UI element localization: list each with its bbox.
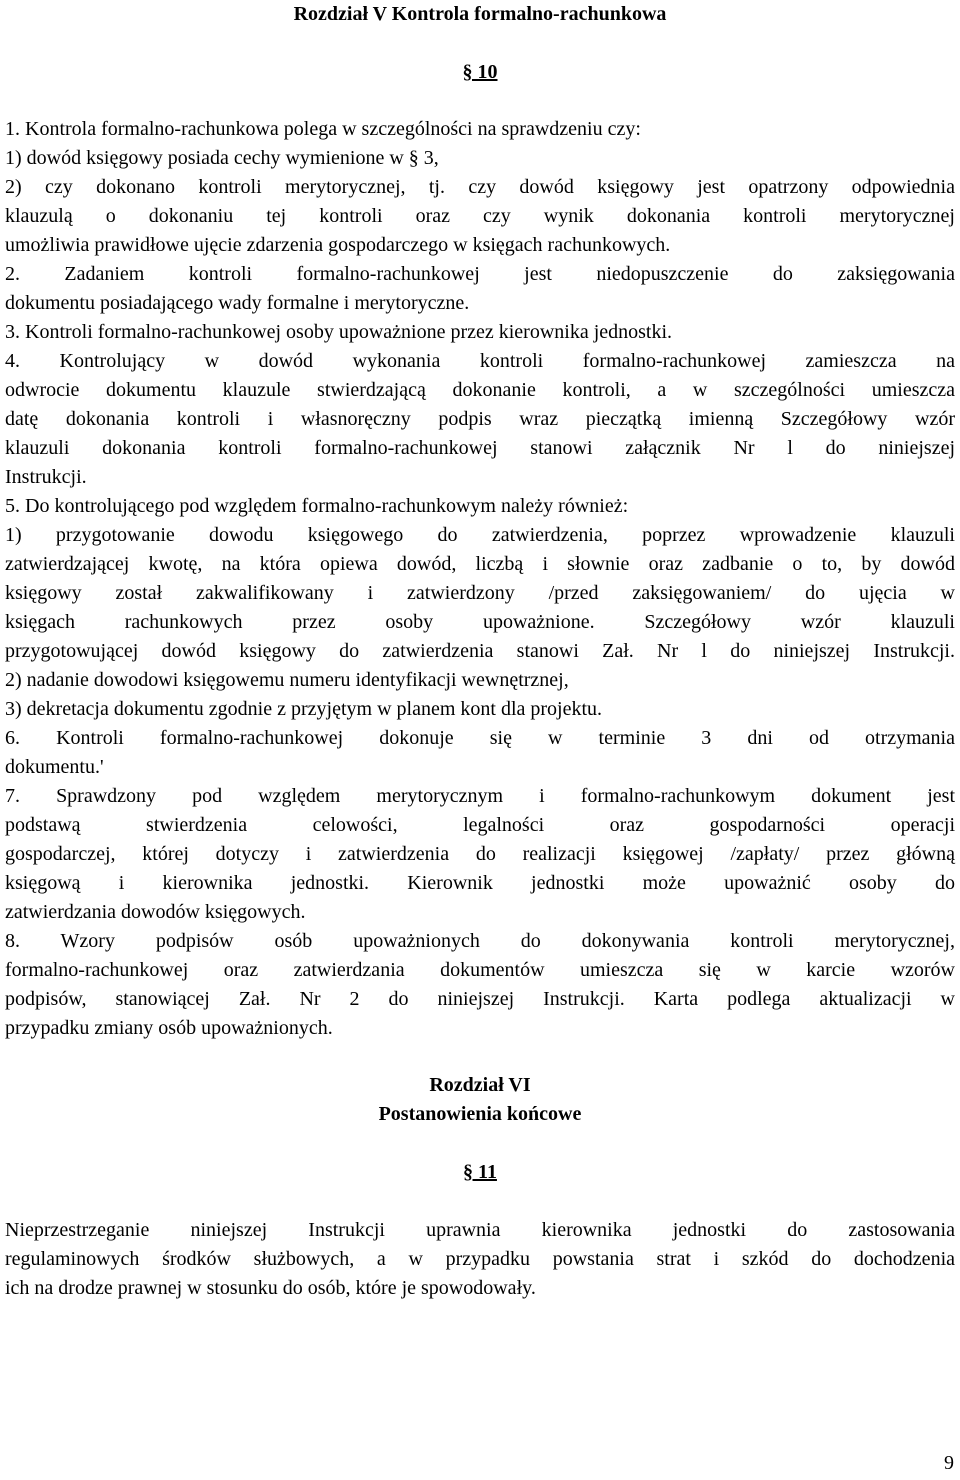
body-line: 8. Wzory podpisów osób upoważnionych do dokonywania kontroli merytorycznej, [5, 930, 955, 952]
body-line: 2. Zadaniem kontroli formalno-rachunkowej jest niedopuszczenie do zaksięgowania [5, 263, 955, 285]
body-line: podstawą stwierdzenia celowości, legalności oraz gospodarności operacji [5, 814, 955, 836]
body-line: 7. Sprawdzony pod względem merytorycznym i formalno-rachunkowym dokument jest [5, 785, 955, 807]
body-line: 1. Kontrola formalno-rachunkowa polega w szczególności na sprawdzeniu czy: [5, 118, 641, 140]
body-line: datę dokonania kontroli i własnoręczny podpis wraz pieczątką imienną Szczegółowy wzór [5, 408, 955, 430]
body-line: Instrukcji. [5, 466, 87, 488]
chapter-6-subtitle: Postanowienia końcowe [378, 1103, 582, 1125]
body-line: 4. Kontrolujący w dowód wykonania kontroli formalno-rachunkowej zamieszcza na [5, 350, 955, 372]
section-10-heading: § 10 [462, 61, 498, 83]
body-line: księgowy został zakwalifikowany i zatwierdzony /przed zaksięgowaniem/ do ujęcia w [5, 582, 955, 604]
body-line: 1) dowód księgowy posiada cechy wymienione w § 3, [5, 147, 439, 169]
body-line: podpisów, stanowiącej Zał. Nr 2 do niniejszej Instrukcji. Karta podlega aktualizacji w [5, 988, 955, 1010]
page-number: 9 [944, 1452, 954, 1474]
body-line: przypadku zmiany osób upoważnionych. [5, 1017, 333, 1039]
body-line: przygotowującej dowód księgowy do zatwierdzenia stanowi Zał. Nr l do niniejszej Instrukcji. [5, 640, 955, 662]
body-line: umożliwia prawidłowe ujęcie zdarzenia gospodarczego w księgach rachunkowych. [5, 234, 671, 256]
body-line: gospodarczej, której dotyczy i zatwierdzenia do realizacji księgowej /zapłaty/ przez główną [5, 843, 955, 865]
body-line: księgach rachunkowych przez osoby upoważnione. Szczegółowy wzór klauzuli [5, 611, 955, 633]
body-line: 2) czy dokonano kontroli merytorycznej, tj. czy dowód księgowy jest opatrzony odpowiednia [5, 176, 955, 198]
chapter-5-title: Rozdział V Kontrola formalno-rachunkowa [293, 3, 667, 25]
body-line: 1) przygotowanie dowodu księgowego do zatwierdzenia, poprzez wprowadzenie klauzuli [5, 524, 955, 546]
body-line: dokumentu posiadającego wady formalne i merytoryczne. [5, 292, 470, 314]
body-line: formalno-rachunkowej oraz zatwierdzania dokumentów umieszcza się w karcie wzorów [5, 959, 955, 981]
body-line: odwrocie dokumentu klauzule stwierdzającą dokonanie kontroli, a w szczególności umieszcza [5, 379, 955, 401]
body-line: ich na drodze prawnej w stosunku do osób, które je spowodowały. [5, 1277, 536, 1299]
body-line: dokumentu.' [5, 756, 104, 778]
chapter-6-title: Rozdział VI [429, 1074, 531, 1096]
body-line: 2) nadanie dowodowi księgowemu numeru identyfikacji wewnętrznej, [5, 669, 569, 691]
body-line: księgową i kierownika jednostki. Kierownik jednostki może upoważnić osoby do [5, 872, 955, 894]
body-line: Nieprzestrzeganie niniejszej Instrukcji uprawnia kierownika jednostki do zastosowania [5, 1219, 955, 1241]
body-line: klauzulą o dokonaniu tej kontroli oraz czy wynik dokonania kontroli merytorycznej [5, 205, 955, 227]
body-line: zatwierdzającej kwotę, na która opiewa dowód, liczbą i słownie oraz zadbanie o to, by dowód [5, 553, 955, 575]
section-11-heading: § 11 [463, 1161, 497, 1183]
body-line: klauzuli dokonania kontroli formalno-rachunkowej stanowi załącznik Nr l do niniejszej [5, 437, 955, 459]
body-line: 3. Kontroli formalno-rachunkowej osoby upoważnione przez kierownika jednostki. [5, 321, 673, 343]
body-line: 3) dekretacja dokumentu zgodnie z przyjętym w planem kont dla projektu. [5, 698, 603, 720]
body-line: zatwierdzania dowodów księgowych. [5, 901, 306, 923]
body-line: 5. Do kontrolującego pod względem formalno-rachunkowym należy również: [5, 495, 629, 517]
body-line: 6. Kontroli formalno-rachunkowej dokonuje się w terminie 3 dni od otrzymania [5, 727, 955, 749]
body-line: regulaminowych środków służbowych, a w przypadku powstania strat i szkód do dochodzenia [5, 1248, 955, 1270]
